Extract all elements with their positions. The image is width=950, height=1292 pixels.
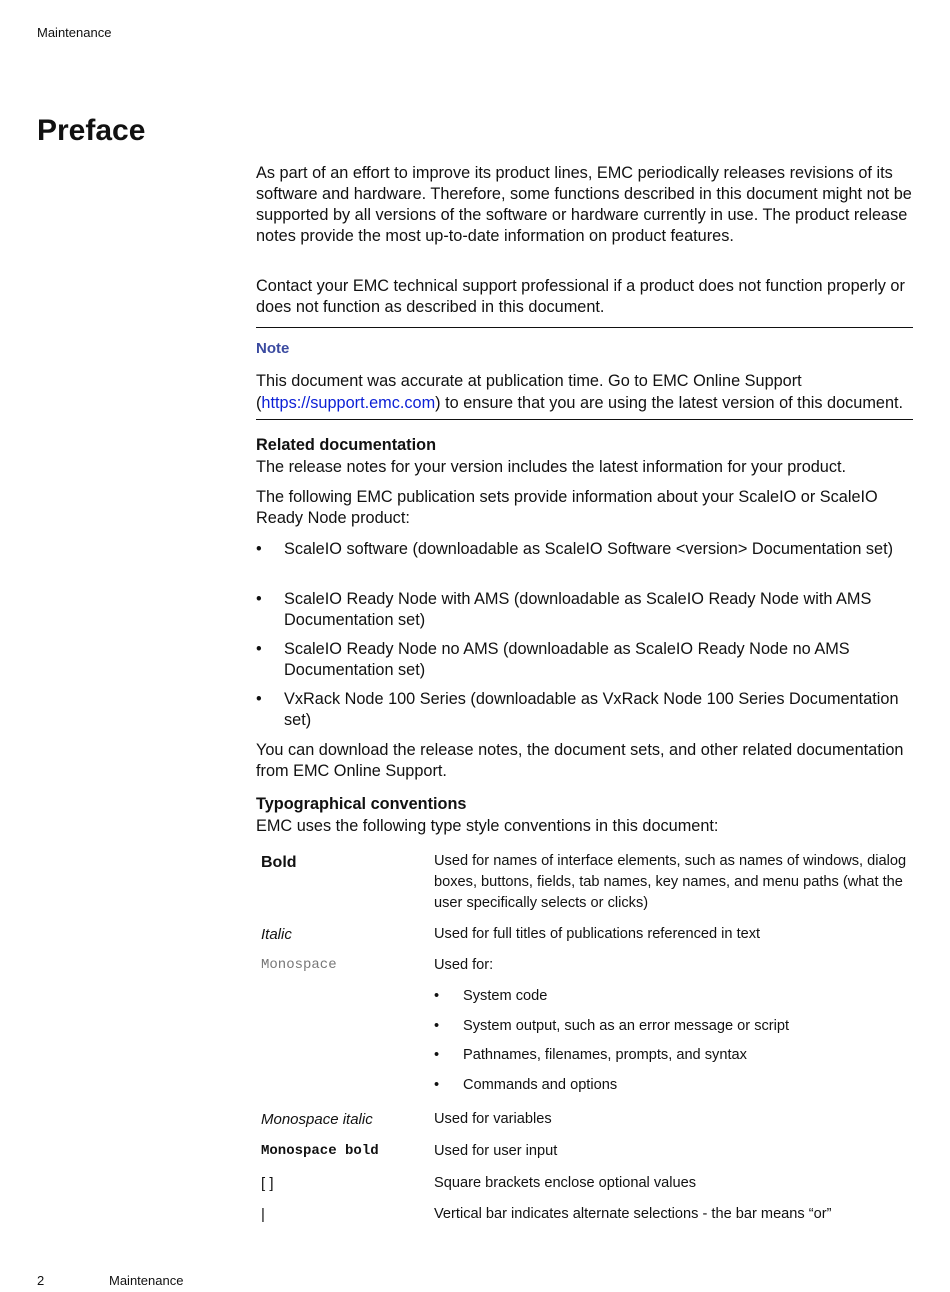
typo-intro: EMC uses the following type style conventions in this document: [256,817,719,835]
support-link[interactable]: https://support.emc.com [261,394,436,412]
term-brackets: [ ] [261,1175,274,1192]
running-header: Maintenance [37,25,112,40]
list-item [256,539,916,560]
note-text-after: ) to ensure that you are using the latest version of this document. [435,394,904,412]
list-item [434,1075,617,1096]
desc-monospace-bold: Used for user input [434,1143,558,1159]
bullet-icon: • [256,690,262,708]
term-bold: Bold [261,854,297,871]
page-number: 2 [37,1273,45,1288]
list-item [256,689,916,731]
list-item-text: ScaleIO Ready Node no AMS (downloadable as ScaleIO Ready Node no AMS Documentation set) [284,640,850,679]
list-item [434,1016,789,1037]
desc-monospace-italic: Used for variables [434,1111,552,1127]
related-p1: The release notes for your version includes the latest information for your product. [256,458,847,476]
related-p2: The following EMC publication sets provide information about your ScaleIO or ScaleIO Ready Node product: [256,488,878,527]
desc-vertical-bar: Vertical bar indicates alternate selections - the bar means “or” [434,1206,832,1222]
bullet-icon: • [256,640,262,658]
note-top-divider [256,327,913,328]
list-item-text: Pathnames, filenames, prompts, and syntax [463,1047,747,1063]
contact-paragraph [256,276,916,318]
desc-bold: Used for names of interface elements, such as names of windows, dialog boxes, buttons, fields, tab names, key names, and menu paths (what the user specifically selects or clicks) [434,853,907,911]
bullet-icon: • [256,590,262,608]
term-vertical-bar: | [261,1206,265,1223]
list-item-text: ScaleIO Ready Node with AMS (downloadable as ScaleIO Ready Node with AMS Documentation set) [284,590,872,629]
typo-heading: Typographical conventions [256,795,467,813]
bullet-icon: • [434,1047,440,1063]
term-monospace: Monospace [261,957,337,973]
term-monospace-bold: Monospace bold [261,1143,379,1159]
note-label: Note [256,340,290,357]
list-item-text: System code [463,988,548,1004]
list-item [434,986,547,1007]
desc-monospace: Used for: [434,957,494,973]
page-title: Preface [37,114,146,147]
list-item [256,639,916,681]
related-p3: You can download the release notes, the document sets, and other related documentation from EMC Online Support. [256,741,904,780]
list-item-text: System output, such as an error message or script [463,1018,790,1034]
term-italic: Italic [261,926,292,943]
note-bottom-divider [256,419,913,420]
bullet-icon: • [434,988,440,1004]
footer-section: Maintenance [109,1273,184,1288]
list-item [256,589,916,631]
bullet-icon: • [256,540,262,558]
list-item-text: Commands and options [463,1077,618,1093]
intro-text: As part of an effort to improve its product lines, EMC periodically releases revisions of its software and hardware. Therefore, some functions described in this document might not be supported by all versions of the software or hardware currently in use. The product release notes provide the most up-to-date information on product features. [256,164,912,245]
desc-italic: Used for full titles of publications referenced in text [434,926,761,942]
bullet-icon: • [434,1018,440,1034]
note-text-before: This document was accurate at publication time. Go to EMC Online Support ( [256,372,802,412]
note-text [256,370,916,414]
desc-brackets: Square brackets enclose optional values [434,1175,697,1191]
related-heading: Related documentation [256,436,437,454]
list-item [434,1045,747,1066]
bullet-icon: • [434,1077,440,1093]
list-item-text: ScaleIO software (downloadable as ScaleIO Software <version> Documentation set) [284,540,894,558]
intro-paragraph [256,163,916,247]
contact-text: Contact your EMC technical support professional if a product does not function properly or does not function as described in this document. [256,277,905,316]
list-item-text: VxRack Node 100 Series (downloadable as VxRack Node 100 Series Documentation set) [284,690,899,729]
term-monospace-italic: Monospace italic [261,1111,373,1128]
